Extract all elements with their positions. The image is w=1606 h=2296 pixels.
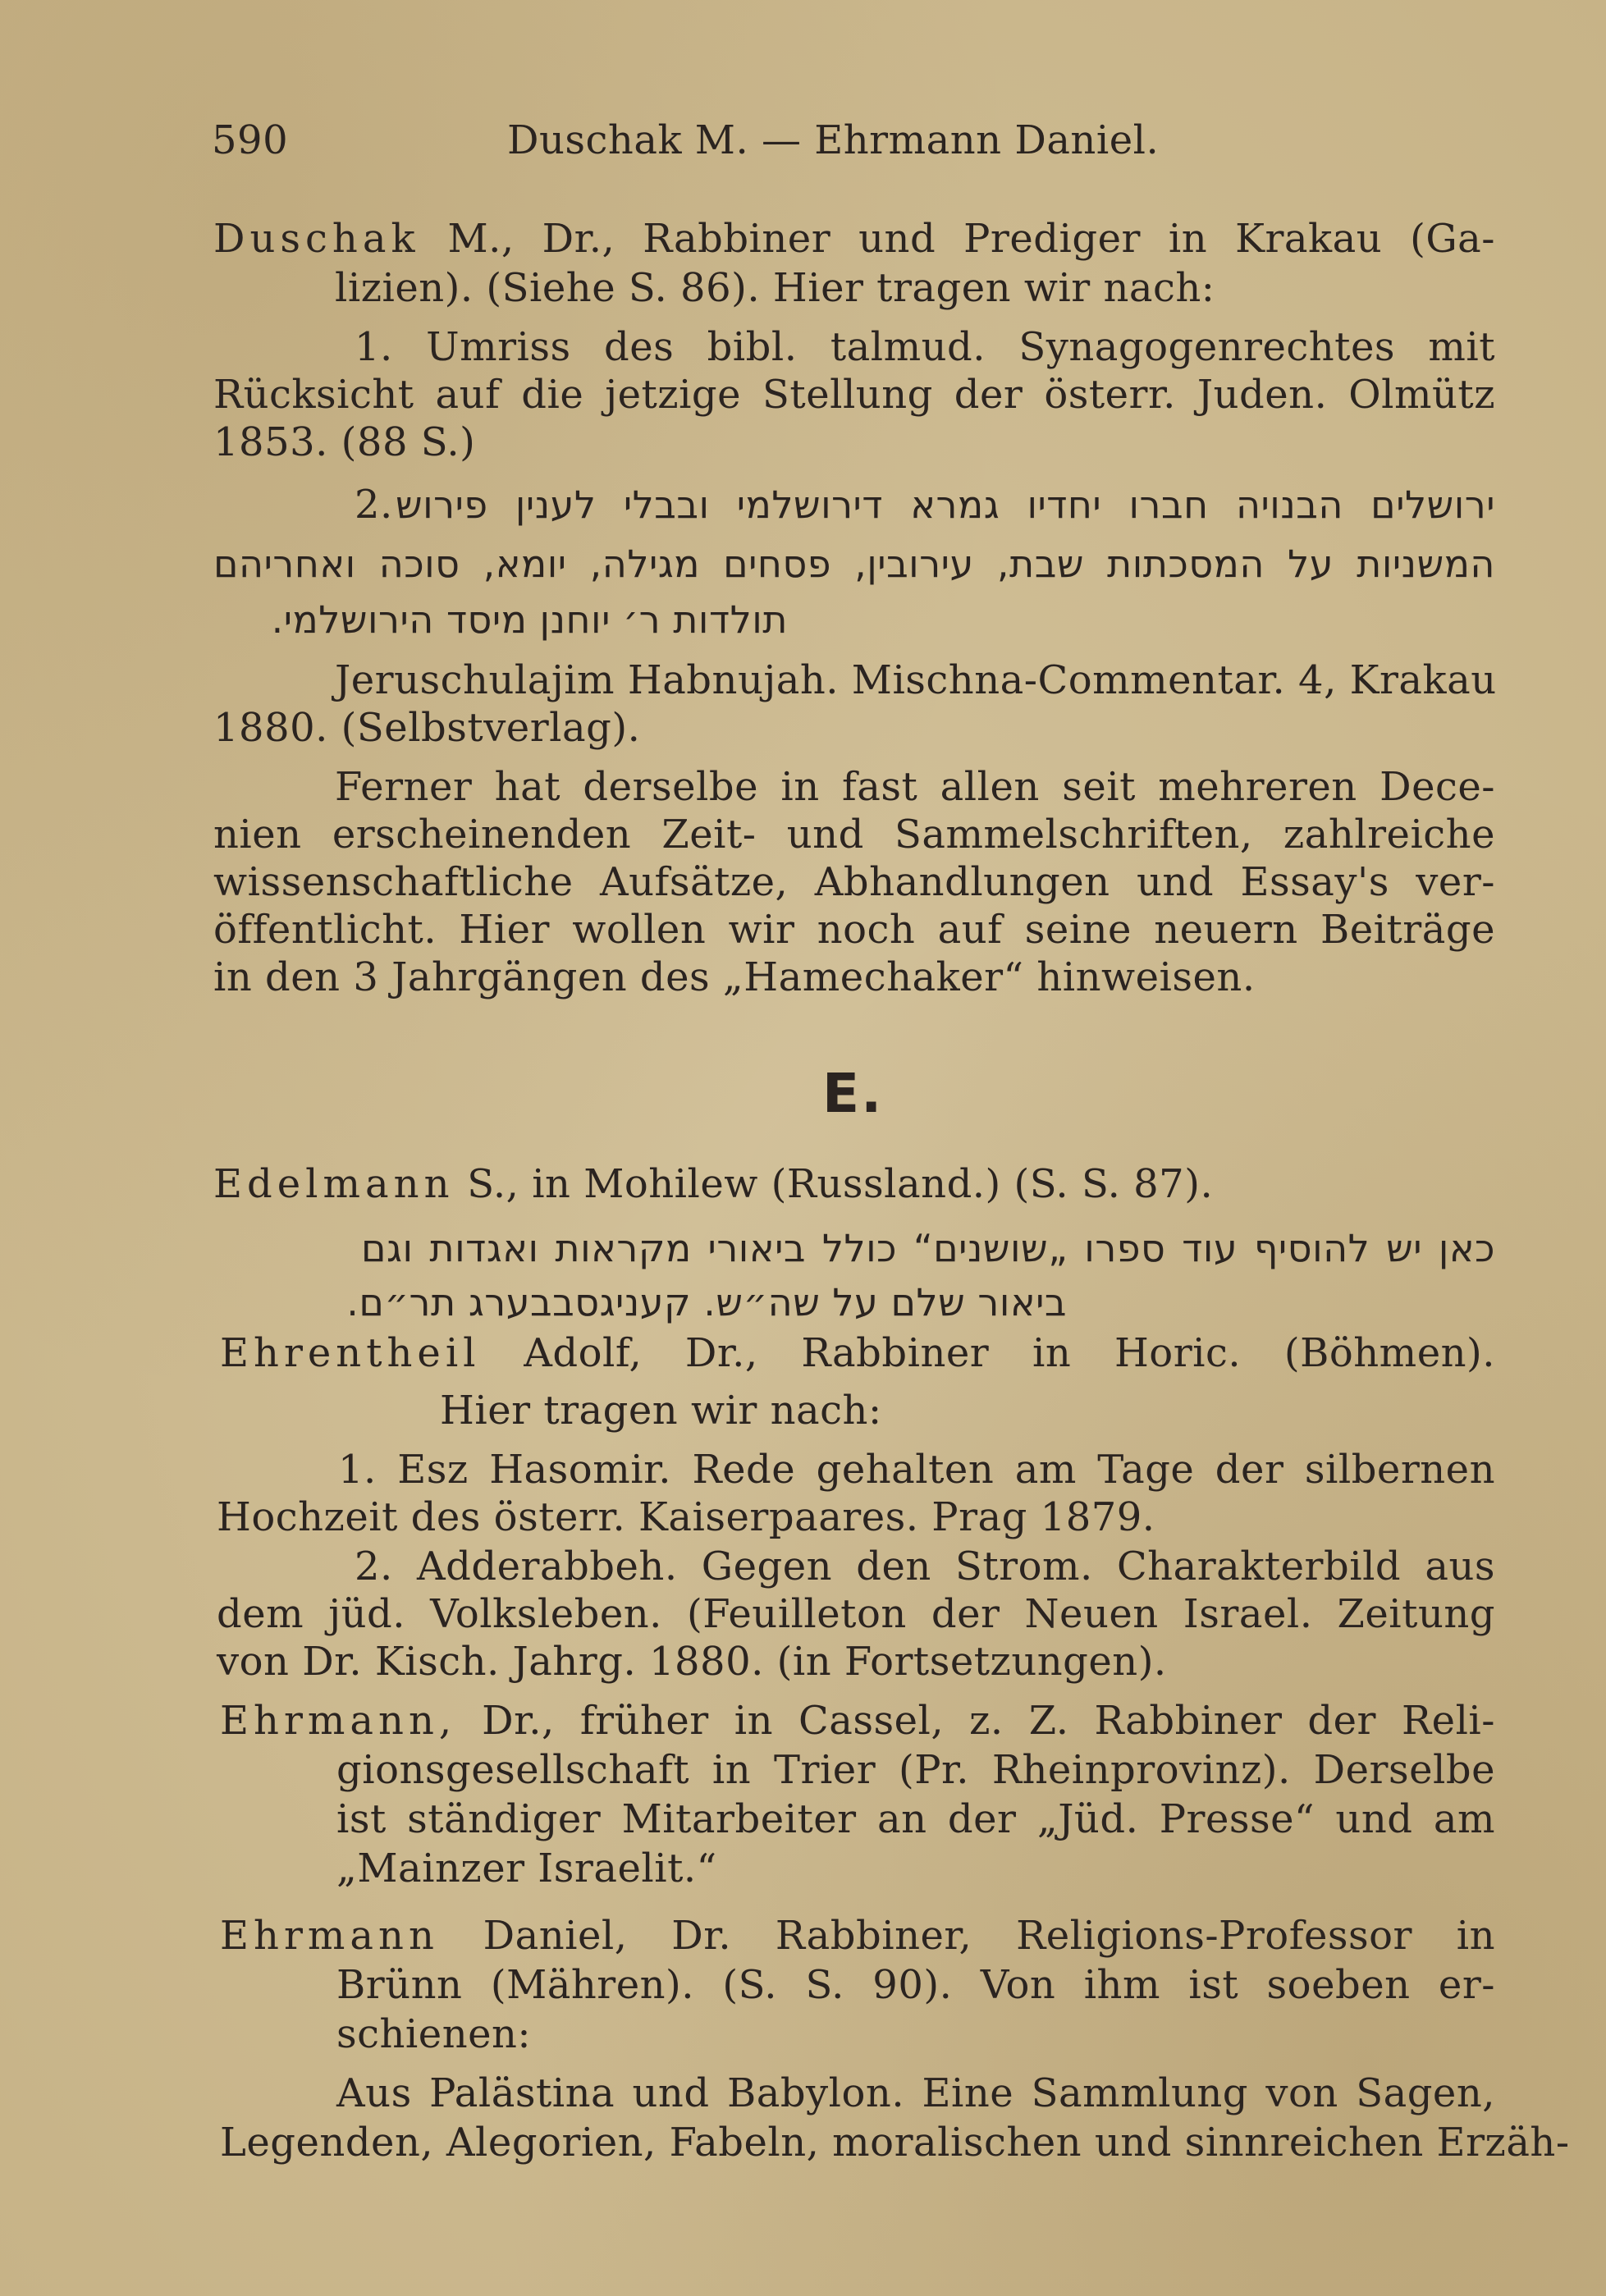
ehrmann-daniel-entry-line-2: Brünn (Mähren). (S. S. 90). Von ihm ist soeben er- [336, 1962, 1495, 2008]
duschak-paragraph-line-2: nien erscheinenden Zeit- und Sammelschriften, zahlreiche [213, 812, 1495, 858]
ehrmann-entry-line-4: „Mainzer Israelit.“ [336, 1845, 717, 1891]
ehrmann-daniel-entry-line-1 [220, 1912, 1495, 1960]
duschak-item-1-line-2: Rücksicht auf die jetzige Stellung der österr. Juden. Olmütz [213, 372, 1495, 418]
ehrmann-entry-line-2: gionsgesellschaft in Trier (Pr. Rheinprovinz). Derselbe [336, 1747, 1495, 1793]
duschak-item-2-hebrew-3: תולדות ר׳ יוחנן מיסד הירושלמי. [271, 597, 788, 642]
ehrmann-daniel-name: Ehrmann [220, 1913, 439, 1959]
ehrentheil-entry-line-1 [220, 1329, 1495, 1377]
ehrentheil-item-2-line-2: dem jüd. Volksleben. (Feuilleton der Neuen Israel. Zeitung [217, 1591, 1495, 1637]
edelmann-hebrew-2: ביאור שלם על שה״ש. קעניגסבבערג תר״ם. [346, 1280, 1067, 1324]
duschak-item-2-hebrew-1: ירושלים הבנויה חברו יחדיו גמרא דירושלמי ובבלי לענין פירוש [396, 483, 1495, 527]
ehrentheil-item-2-line-3: von Dr. Kisch. Jahrg. 1880. (in Fortsetzungen). [217, 1639, 1167, 1685]
duschak-name: Duschak [213, 216, 420, 262]
section-letter: E. [822, 1062, 884, 1125]
duschak-entry-line-1 [213, 215, 1495, 263]
ehrmann-name: Ehrmann, [220, 1698, 457, 1744]
edelmann-line-1-text: S., in Mohilew (Russland.) (S. S. 87). [467, 1161, 1214, 1207]
duschak-item-2-number: 2. [355, 482, 393, 528]
running-title: Duschak M. — Ehrmann Daniel. [507, 117, 1160, 163]
ehrmann-daniel-entry-line-4: Aus Palästina und Babylon. Eine Sammlung von Sagen, [336, 2070, 1495, 2116]
ehrmann-daniel-entry-line-3: schienen: [336, 2011, 532, 2057]
duschak-item-2-hebrew-2: המשניות על המסכתות שבת, עירובין, פסחים מגילה, יומא, סוכה ואחריהם [213, 542, 1495, 586]
duschak-item-1-line-3: 1853. (88 S.) [213, 419, 476, 465]
ehrmann-entry-line-3: ist ständiger Mitarbeiter an der „Jüd. Presse“ und am [336, 1796, 1495, 1842]
duschak-paragraph-line-1: Ferner hat derselbe in fast allen seit mehreren Dece- [335, 764, 1495, 810]
ehrmann-daniel-entry-line-5: Legenden, Alegorien, Fabeln, moralischen und sinnreichen Erzäh- [220, 2120, 1570, 2166]
duschak-item-1-line-1: 1. Umriss des bibl. talmud. Synagogenrechtes mit [355, 324, 1495, 370]
ehrmann-entry-line-1 [220, 1697, 1495, 1745]
ehrentheil-item-2-line-1: 2. Adderabbeh. Gegen den Strom. Charakterbild aus [355, 1544, 1495, 1589]
duschak-paragraph-line-3: wissenschaftliche Aufsätze, Abhandlungen und Essay's ver- [213, 859, 1495, 905]
ehrmann-daniel-line-1-text: Daniel, Dr. Rabbiner, Religions-Professor in [483, 1913, 1495, 1959]
duschak-line-1-text: M., Dr., Rabbiner und Prediger in Krakau (Ga- [447, 216, 1495, 262]
ehrentheil-line-1-text: Adolf, Dr., Rabbiner in Horic. (Böhmen). [524, 1330, 1495, 1376]
duschak-item-2-line-4: Jeruschulajim Habnujah. Mischna-Commentar. 4, Krakau [335, 657, 1497, 703]
edelmann-hebrew-1: כאן יש להוסיף עוד ספרו „שושנים“ כולל ביאורי מקראות ואגדות וגם [361, 1226, 1495, 1270]
edelmann-entry-line-1 [213, 1160, 1213, 1208]
page-number: 590 [212, 117, 289, 163]
ehrmann-line-1-text: Dr., früher in Cassel, z. Z. Rabbiner der Reli- [482, 1698, 1495, 1744]
edelmann-name: Edelmann [213, 1161, 455, 1207]
ehrentheil-item-1-line-2: Hochzeit des österr. Kaiserpaares. Prag 1879. [217, 1494, 1155, 1540]
duschak-paragraph-line-5: in den 3 Jahrgängen des „Hamechaker“ hinweisen. [213, 954, 1256, 1000]
duschak-paragraph-line-4: öffentlicht. Hier wollen wir noch auf seine neuern Beiträge [213, 907, 1495, 953]
ehrentheil-name: Ehrentheil [220, 1330, 481, 1376]
duschak-entry-line-2: lizien). (Siehe S. 86). Hier tragen wir nach: [335, 265, 1215, 311]
duschak-item-2-line-5: 1880. (Selbstverlag). [213, 705, 641, 751]
ehrentheil-item-1-line-1: 1. Esz Hasomir. Rede gehalten am Tage der silbernen [338, 1447, 1495, 1493]
ehrentheil-entry-line-2: Hier tragen wir nach: [440, 1388, 882, 1434]
